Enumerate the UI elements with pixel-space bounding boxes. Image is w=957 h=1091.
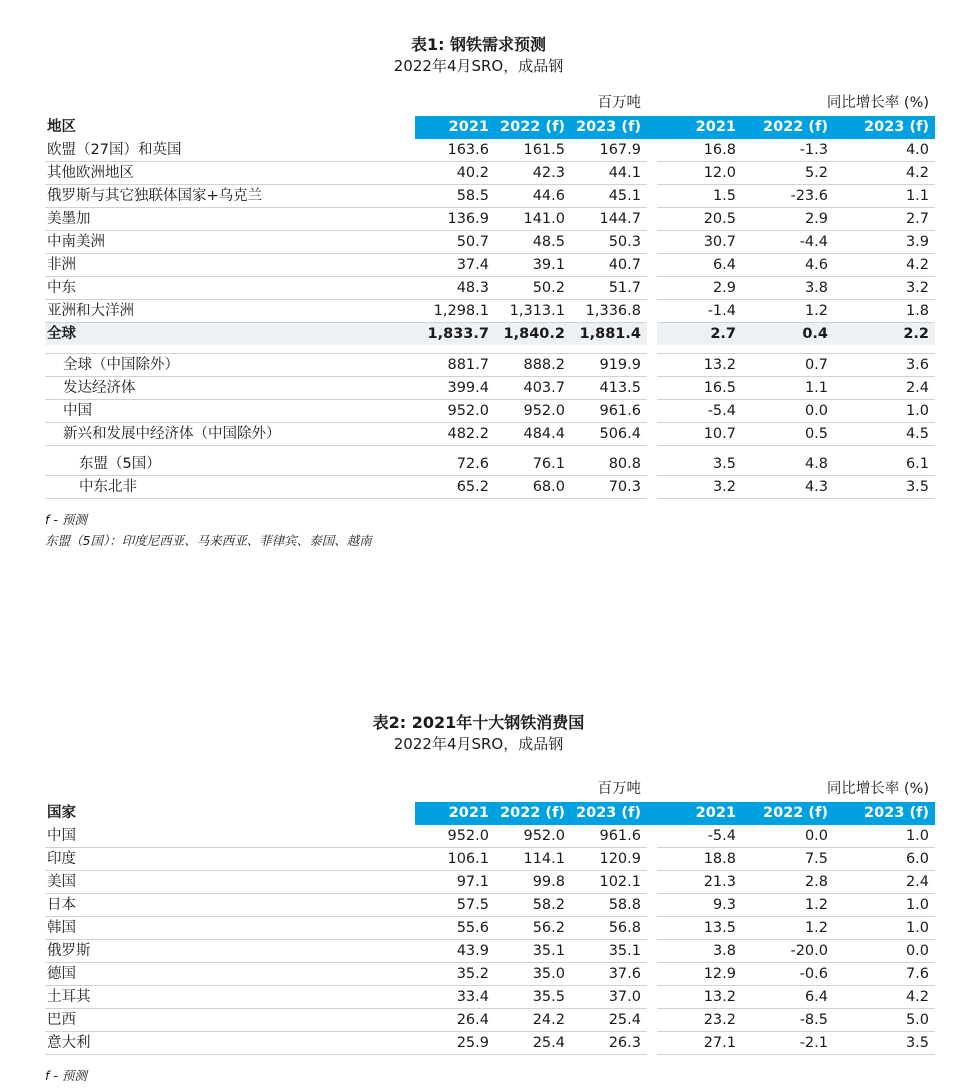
table-row	[45, 453, 935, 476]
value-cell: 1.1	[834, 185, 935, 208]
value-cell: -1.4	[657, 300, 742, 323]
row-label: 全球（中国除外）	[45, 353, 415, 376]
value-cell: 58.8	[571, 894, 647, 917]
value-cell: -23.6	[742, 185, 834, 208]
table-row	[45, 208, 935, 231]
value-cell: 10.7	[657, 422, 742, 445]
column-gap	[647, 871, 657, 894]
value-cell: 9.3	[657, 894, 742, 917]
value-cell: 80.8	[571, 453, 647, 476]
value-cell: 163.6	[415, 139, 495, 162]
col-header-2023f-growth: 2023 (f)	[834, 802, 935, 825]
value-cell: 35.0	[495, 963, 571, 986]
column-gap	[647, 476, 657, 499]
value-cell: 167.9	[571, 139, 647, 162]
value-cell: 114.1	[495, 848, 571, 871]
value-cell: 37.6	[571, 963, 647, 986]
table-row	[45, 963, 935, 986]
table-row	[45, 231, 935, 254]
value-cell: 888.2	[495, 353, 571, 376]
column-gap	[647, 376, 657, 399]
value-cell: 2.7	[657, 323, 742, 346]
row-label: 意大利	[45, 1032, 415, 1055]
value-cell: 18.8	[657, 848, 742, 871]
unit-header-row	[45, 95, 935, 116]
row-label: 俄罗斯与其它独联体国家+乌克兰	[45, 185, 415, 208]
table-row	[45, 422, 935, 445]
value-cell: 1.0	[834, 399, 935, 422]
table-row	[45, 848, 935, 871]
value-cell: 3.9	[834, 231, 935, 254]
value-cell: 13.2	[657, 986, 742, 1009]
column-gap	[647, 422, 657, 445]
table-row	[45, 277, 935, 300]
value-cell: 57.5	[415, 894, 495, 917]
table-row	[45, 353, 935, 376]
unit-label-yoy-growth: 同比增长率 (%)	[826, 781, 930, 797]
table1-subtitle: 2022年4月SRO，成品钢	[393, 57, 564, 75]
value-cell: 68.0	[495, 476, 571, 499]
value-cell: 76.1	[495, 453, 571, 476]
value-cell: 40.2	[415, 162, 495, 185]
col-header-2023f-mt: 2023 (f)	[571, 802, 647, 825]
row-label: 美墨加	[45, 208, 415, 231]
value-cell: 1,881.4	[571, 323, 647, 346]
value-cell: 4.6	[742, 254, 834, 277]
value-cell: -4.4	[742, 231, 834, 254]
row-dimension-header: 地区	[45, 116, 415, 139]
value-cell: 2.2	[834, 323, 935, 346]
value-cell: 4.2	[834, 254, 935, 277]
value-cell: 1,840.2	[495, 323, 571, 346]
value-cell: 144.7	[571, 208, 647, 231]
value-cell: 16.8	[657, 139, 742, 162]
value-cell: 30.7	[657, 231, 742, 254]
value-cell: 3.6	[834, 353, 935, 376]
value-cell: 961.6	[571, 825, 647, 848]
value-cell: 6.1	[834, 453, 935, 476]
table-row	[45, 1032, 935, 1055]
value-cell: 136.9	[415, 208, 495, 231]
value-cell: 120.9	[571, 848, 647, 871]
section-gap	[45, 345, 935, 353]
value-cell: 2.7	[834, 208, 935, 231]
value-cell: 961.6	[571, 399, 647, 422]
value-cell: 399.4	[415, 376, 495, 399]
row-label: 发达经济体	[45, 376, 415, 399]
col-header-2023f-growth: 2023 (f)	[834, 116, 935, 139]
value-cell: 2.4	[834, 376, 935, 399]
value-cell: 484.4	[495, 422, 571, 445]
value-cell: 51.7	[571, 277, 647, 300]
row-label: 土耳其	[45, 986, 415, 1009]
column-gap	[647, 323, 657, 346]
value-cell: 70.3	[571, 476, 647, 499]
value-cell: 44.1	[571, 162, 647, 185]
value-cell: 50.3	[571, 231, 647, 254]
value-cell: 26.4	[415, 1009, 495, 1032]
value-cell: 6.0	[834, 848, 935, 871]
value-cell: 1.0	[834, 917, 935, 940]
col-header-2023f-mt: 2023 (f)	[571, 116, 647, 139]
unit-header-row	[45, 781, 935, 802]
value-cell: 26.3	[571, 1032, 647, 1055]
row-label: 中国	[45, 825, 415, 848]
value-cell: 1.1	[742, 376, 834, 399]
value-cell: 0.0	[742, 399, 834, 422]
value-cell: 35.1	[495, 940, 571, 963]
value-cell: 65.2	[415, 476, 495, 499]
column-gap	[647, 162, 657, 185]
value-cell: 1.2	[742, 894, 834, 917]
table2-footnotes	[45, 1065, 957, 1086]
value-cell: 3.5	[834, 1032, 935, 1055]
row-label: 日本	[45, 894, 415, 917]
value-cell: 3.2	[834, 277, 935, 300]
column-gap	[647, 1032, 657, 1055]
value-cell: 97.1	[415, 871, 495, 894]
col-header-2022f-mt: 2022 (f)	[495, 802, 571, 825]
value-cell: 12.9	[657, 963, 742, 986]
top10-steel-consuming-countries-table	[45, 781, 935, 1055]
value-cell: 2.8	[742, 871, 834, 894]
value-cell: 4.5	[834, 422, 935, 445]
value-cell: 40.7	[571, 254, 647, 277]
value-cell: 35.5	[495, 986, 571, 1009]
row-label: 中国	[45, 399, 415, 422]
row-label: 巴西	[45, 1009, 415, 1032]
value-cell: 4.8	[742, 453, 834, 476]
col-header-2021-mt: 2021	[415, 802, 495, 825]
column-gap	[647, 254, 657, 277]
value-cell: 1,833.7	[415, 323, 495, 346]
row-label: 中东	[45, 277, 415, 300]
value-cell: 0.0	[742, 825, 834, 848]
unit-row-empty-cell	[45, 781, 415, 802]
row-label: 亚洲和大洋洲	[45, 300, 415, 323]
unit-row-empty-cell	[45, 95, 415, 116]
value-cell: 33.4	[415, 986, 495, 1009]
value-cell: 4.0	[834, 139, 935, 162]
table-row	[45, 986, 935, 1009]
value-cell: 4.2	[834, 986, 935, 1009]
value-cell: 3.5	[657, 453, 742, 476]
value-cell: 37.0	[571, 986, 647, 1009]
unit-label-million-tonnes: 百万吨	[597, 781, 641, 797]
value-cell: 50.7	[415, 231, 495, 254]
column-gap	[647, 848, 657, 871]
table-row	[45, 185, 935, 208]
column-gap	[647, 781, 657, 802]
col-header-2022f-growth: 2022 (f)	[742, 802, 834, 825]
value-cell: 23.2	[657, 1009, 742, 1032]
table-row	[45, 871, 935, 894]
unit-label-yoy-growth: 同比增长率 (%)	[826, 95, 930, 111]
column-gap	[647, 353, 657, 376]
table1-title: 表1: 钢铁需求预测	[410, 35, 547, 54]
row-label: 非洲	[45, 254, 415, 277]
value-cell: 6.4	[657, 254, 742, 277]
value-cell: 141.0	[495, 208, 571, 231]
value-cell: 21.3	[657, 871, 742, 894]
value-cell: 102.1	[571, 871, 647, 894]
value-cell: 7.6	[834, 963, 935, 986]
row-label: 德国	[45, 963, 415, 986]
row-label: 印度	[45, 848, 415, 871]
value-cell: 5.2	[742, 162, 834, 185]
footnote-forecast: f - 预测	[45, 512, 87, 527]
value-cell: 48.3	[415, 277, 495, 300]
table-row	[45, 376, 935, 399]
value-cell: 45.1	[571, 185, 647, 208]
value-cell: 5.0	[834, 1009, 935, 1032]
table-row	[45, 399, 935, 422]
table2-section	[0, 714, 957, 1086]
table-row	[45, 940, 935, 963]
column-gap	[647, 116, 657, 139]
value-cell: 24.2	[495, 1009, 571, 1032]
value-cell: 161.5	[495, 139, 571, 162]
col-header-2021-growth: 2021	[657, 802, 742, 825]
value-cell: 413.5	[571, 376, 647, 399]
value-cell: 0.4	[742, 323, 834, 346]
value-cell: 3.8	[742, 277, 834, 300]
value-cell: 482.2	[415, 422, 495, 445]
column-gap	[647, 208, 657, 231]
value-cell: 1,313.1	[495, 300, 571, 323]
column-gap	[647, 986, 657, 1009]
value-cell: -1.3	[742, 139, 834, 162]
value-cell: 2.9	[657, 277, 742, 300]
column-gap	[647, 185, 657, 208]
value-cell: 403.7	[495, 376, 571, 399]
value-cell: 56.8	[571, 917, 647, 940]
value-cell: -5.4	[657, 399, 742, 422]
value-cell: 35.1	[571, 940, 647, 963]
value-cell: 25.9	[415, 1032, 495, 1055]
value-cell: 1.2	[742, 917, 834, 940]
column-gap	[647, 940, 657, 963]
value-cell: 1.5	[657, 185, 742, 208]
value-cell: 7.5	[742, 848, 834, 871]
column-gap	[647, 139, 657, 162]
column-gap	[647, 963, 657, 986]
value-cell: 506.4	[571, 422, 647, 445]
value-cell: 952.0	[415, 399, 495, 422]
value-cell: -8.5	[742, 1009, 834, 1032]
table-row	[45, 825, 935, 848]
column-gap	[647, 95, 657, 116]
column-gap	[647, 894, 657, 917]
value-cell: 58.5	[415, 185, 495, 208]
value-cell: 881.7	[415, 353, 495, 376]
value-cell: 952.0	[415, 825, 495, 848]
column-gap	[647, 917, 657, 940]
value-cell: 1.8	[834, 300, 935, 323]
value-cell: 4.2	[834, 162, 935, 185]
col-header-2021-growth: 2021	[657, 116, 742, 139]
table2-title: 表2: 2021年十大钢铁消费国	[372, 713, 585, 732]
table-row	[45, 894, 935, 917]
col-header-2022f-mt: 2022 (f)	[495, 116, 571, 139]
value-cell: 43.9	[415, 940, 495, 963]
table-row	[45, 300, 935, 323]
column-header-row	[45, 116, 935, 139]
row-label: 全球	[45, 323, 415, 346]
table-row	[45, 476, 935, 499]
column-header-row	[45, 802, 935, 825]
col-header-2021-mt: 2021	[415, 116, 495, 139]
row-label: 中南美洲	[45, 231, 415, 254]
value-cell: 44.6	[495, 185, 571, 208]
row-label: 新兴和发展中经济体（中国除外）	[45, 422, 415, 445]
value-cell: 1,336.8	[571, 300, 647, 323]
value-cell: 56.2	[495, 917, 571, 940]
value-cell: 39.1	[495, 254, 571, 277]
footnote-forecast: f - 预测	[45, 1068, 87, 1083]
value-cell: -2.1	[742, 1032, 834, 1055]
value-cell: 25.4	[571, 1009, 647, 1032]
value-cell: 50.2	[495, 277, 571, 300]
value-cell: 12.0	[657, 162, 742, 185]
row-dimension-header: 国家	[45, 802, 415, 825]
row-label: 韩国	[45, 917, 415, 940]
table1-footnotes	[45, 509, 957, 551]
row-label: 美国	[45, 871, 415, 894]
value-cell: 1.0	[834, 825, 935, 848]
value-cell: 0.0	[834, 940, 935, 963]
value-cell: 919.9	[571, 353, 647, 376]
value-cell: 58.2	[495, 894, 571, 917]
value-cell: 3.8	[657, 940, 742, 963]
column-gap	[647, 300, 657, 323]
row-label: 中东北非	[45, 476, 415, 499]
value-cell: 1.2	[742, 300, 834, 323]
steel-demand-forecast-table	[45, 95, 935, 499]
row-label: 俄罗斯	[45, 940, 415, 963]
value-cell: 952.0	[495, 825, 571, 848]
column-gap	[647, 231, 657, 254]
column-gap	[647, 399, 657, 422]
value-cell: 3.2	[657, 476, 742, 499]
value-cell: 25.4	[495, 1032, 571, 1055]
column-gap	[647, 802, 657, 825]
value-cell: 16.5	[657, 376, 742, 399]
value-cell: 0.7	[742, 353, 834, 376]
value-cell: 20.5	[657, 208, 742, 231]
table-row	[45, 162, 935, 185]
value-cell: 72.6	[415, 453, 495, 476]
column-gap	[647, 277, 657, 300]
value-cell: 35.2	[415, 963, 495, 986]
column-gap	[647, 453, 657, 476]
value-cell: 27.1	[657, 1032, 742, 1055]
value-cell: 99.8	[495, 871, 571, 894]
value-cell: 2.9	[742, 208, 834, 231]
value-cell: -0.6	[742, 963, 834, 986]
footnote-asean: 东盟（5国）：印度尼西亚、马来西亚、菲律宾、泰国、越南	[45, 533, 372, 548]
table-row	[45, 254, 935, 277]
section-gap	[45, 445, 935, 453]
table-row	[45, 139, 935, 162]
value-cell: 106.1	[415, 848, 495, 871]
value-cell: 3.5	[834, 476, 935, 499]
row-label: 其他欧洲地区	[45, 162, 415, 185]
value-cell: 2.4	[834, 871, 935, 894]
value-cell: 0.5	[742, 422, 834, 445]
value-cell: 952.0	[495, 399, 571, 422]
row-label: 欧盟（27国）和英国	[45, 139, 415, 162]
col-header-2022f-growth: 2022 (f)	[742, 116, 834, 139]
value-cell: 48.5	[495, 231, 571, 254]
value-cell: 37.4	[415, 254, 495, 277]
table-row	[45, 1009, 935, 1032]
value-cell: 42.3	[495, 162, 571, 185]
table2-subtitle: 2022年4月SRO，成品钢	[393, 735, 564, 753]
value-cell: 55.6	[415, 917, 495, 940]
table-row	[45, 323, 935, 346]
column-gap	[647, 825, 657, 848]
value-cell: 13.5	[657, 917, 742, 940]
table-row	[45, 917, 935, 940]
value-cell: 13.2	[657, 353, 742, 376]
unit-label-million-tonnes: 百万吨	[597, 95, 641, 111]
value-cell: -20.0	[742, 940, 834, 963]
value-cell: 4.3	[742, 476, 834, 499]
value-cell: 6.4	[742, 986, 834, 1009]
value-cell: -5.4	[657, 825, 742, 848]
value-cell: 1,298.1	[415, 300, 495, 323]
column-gap	[647, 1009, 657, 1032]
value-cell: 1.0	[834, 894, 935, 917]
row-label: 东盟（5国）	[45, 453, 415, 476]
